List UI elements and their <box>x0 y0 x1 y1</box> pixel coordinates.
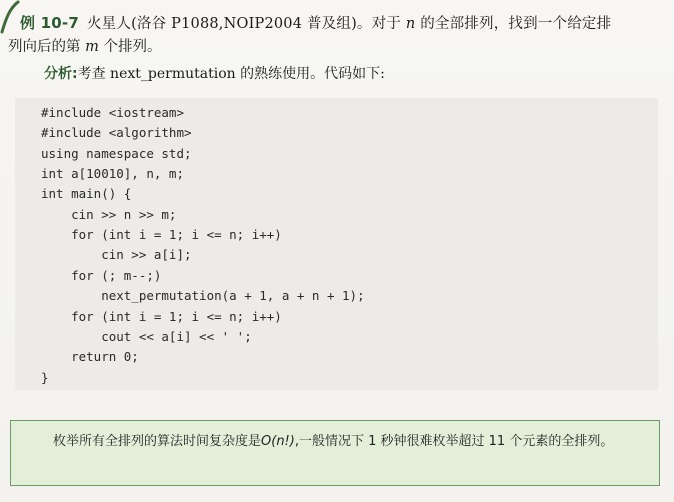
corner-leaf-mark <box>0 0 20 34</box>
example-continuation <box>8 36 161 58</box>
analysis-text: 考查 next_permutation 的熟练使用。代码如下: <box>77 66 385 82</box>
code-line: cin >> a[i]; <box>41 247 192 262</box>
code-line: int main() { <box>41 186 132 201</box>
complexity-note-text <box>25 430 649 453</box>
example-heading <box>20 12 666 35</box>
code-line: return 0; <box>41 349 139 364</box>
code-line: using namespace std; <box>41 146 192 161</box>
example-text-part2: 的全部排列，找到一个给定排 <box>420 16 612 32</box>
code-line: cout << a[i] << ' '; <box>41 329 252 344</box>
example-cont-part1: 列向后的第 <box>8 39 81 55</box>
code-line: cin >> n >> m; <box>41 207 177 222</box>
code-line: } <box>41 370 49 385</box>
note-text-after: ,一般情况下 1 秒钟很难枚举超过 11 个元素的全排列。 <box>294 434 614 449</box>
note-text-before: 枚举所有全排列的算法时间复杂度是 <box>53 434 262 449</box>
code-line: #include <algorithm> <box>41 125 192 140</box>
example-cont-part2: 个排列。 <box>103 39 162 55</box>
code-line: int a[10010], n, m; <box>41 166 184 181</box>
example-text-part1: 火星人(洛谷 P1088,NOIP2004 普及组)。对于 <box>86 16 402 32</box>
code-block <box>15 98 658 390</box>
complexity-expression: O(n!) <box>261 434 295 449</box>
code-line: for (int i = 1; i <= n; i++) <box>41 227 282 242</box>
code-line: for (; m--;) <box>41 268 162 283</box>
code-line: for (int i = 1; i <= n; i++) <box>41 309 282 324</box>
code-line: #include <iostream> <box>41 105 184 120</box>
example-label: 例 10-7 <box>20 14 79 32</box>
analysis-paragraph <box>44 63 385 85</box>
variable-n: n <box>405 16 416 32</box>
analysis-label: 分析: <box>44 66 78 82</box>
code-line: next_permutation(a + 1, a + n + 1); <box>41 288 365 303</box>
variable-m: m <box>85 39 99 55</box>
complexity-note-box <box>10 420 660 486</box>
